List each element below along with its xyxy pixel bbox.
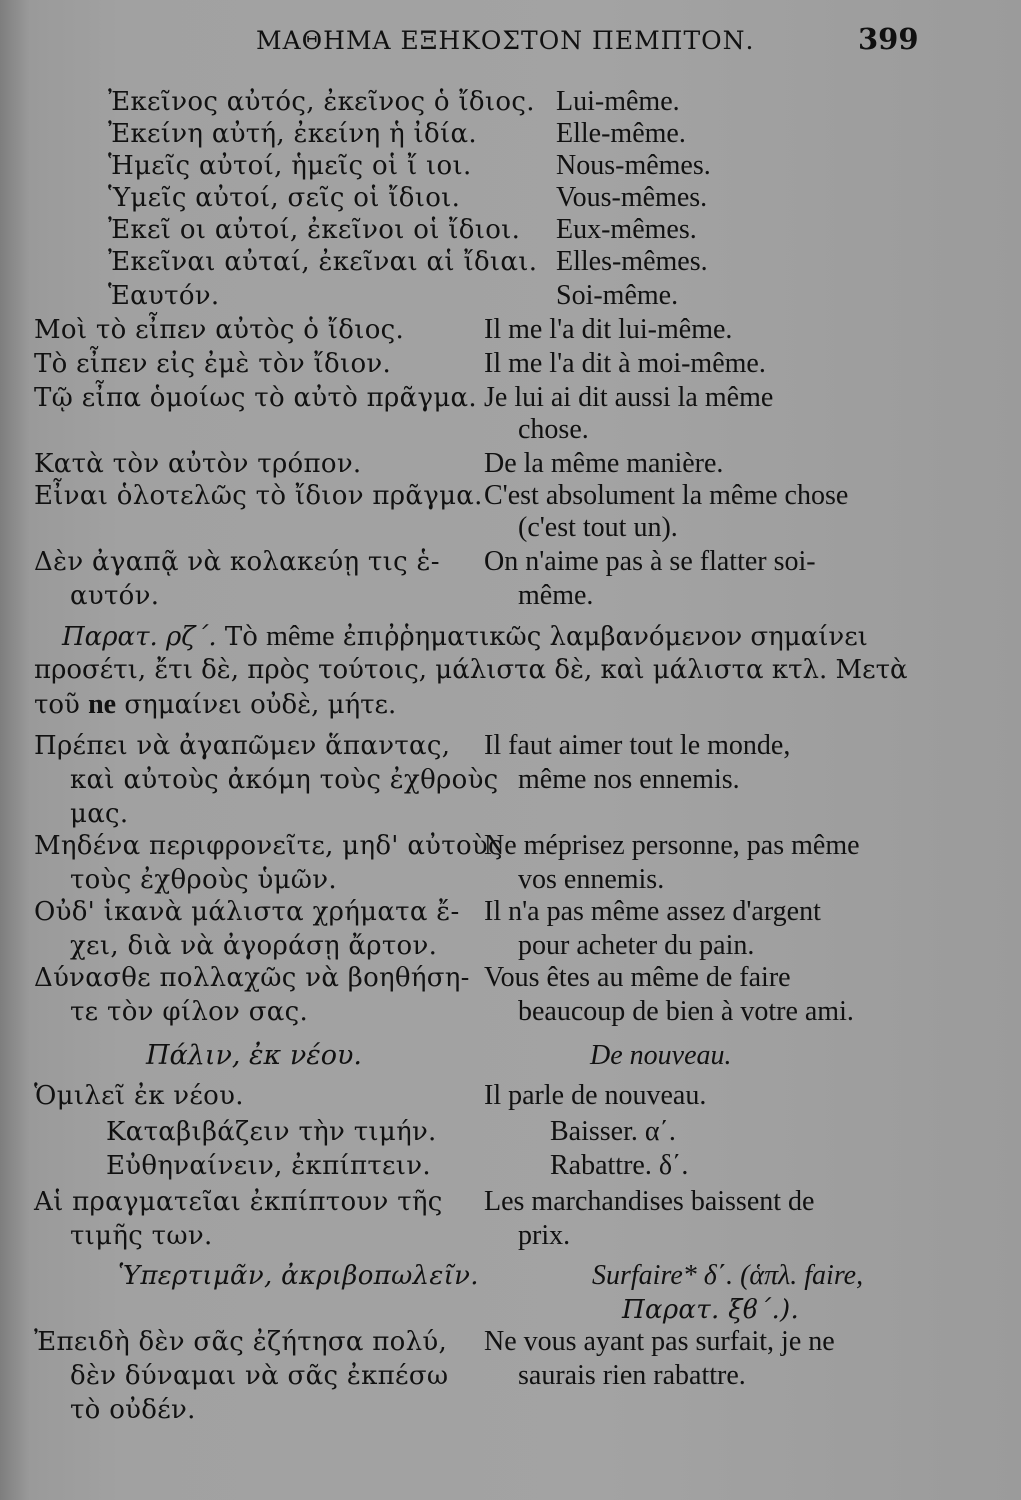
french-example-cont: même nos ennemis. bbox=[518, 764, 740, 795]
note-keyword: ne bbox=[88, 689, 117, 720]
running-title: ΜΑΘΗΜΑ ΕΞΗΚΟΣΤΟΝ ΠΕΜΠΤΟΝ. bbox=[256, 26, 755, 55]
greek-pronoun: Ἑαυτόν. bbox=[108, 281, 220, 311]
french-example-cont: beaucoup de bien à votre ami. bbox=[518, 996, 854, 1027]
greek-example-cont: χει, διὰ νὰ ἀγοράσῃ ἄρτον. bbox=[70, 931, 438, 961]
greek-vocab: Ὑπερτιμᾶν, ἀκριβοπωλεῖν. bbox=[118, 1261, 479, 1291]
french-vocab: Baisser. α΄. bbox=[550, 1116, 676, 1147]
greek-example-cont: τιμῆς των. bbox=[70, 1221, 213, 1251]
greek-example: Ὁμιλεῖ ἐκ νέου. bbox=[34, 1081, 244, 1111]
greek-example: Τὸ εἶπεν εἰς ἐμὲ τὸν ἴδιον. bbox=[34, 349, 392, 379]
greek-example: Αἱ πραγματεῖαι ἐκπίπτουν τῆς bbox=[34, 1187, 443, 1217]
greek-example-cont: δὲν δύναμαι νὰ σᾶς ἐκπέσω bbox=[70, 1361, 449, 1391]
french-pronoun: Soi-même. bbox=[556, 280, 679, 311]
greek-example-cont: αυτόν. bbox=[70, 581, 160, 611]
french-example-cont: chose. bbox=[518, 414, 589, 445]
greek-pronoun: Ἐκεῖ οι αὐτοί, ἐκεῖνοι οἱ ἴδιοι. bbox=[108, 215, 521, 245]
note-text: τοῦ bbox=[34, 690, 80, 720]
french-example: Ne méprisez personne, pas même bbox=[484, 830, 860, 861]
greek-example: Εἶναι ὁλοτελῶς τὸ ἴδιον πρᾶγμα. bbox=[34, 481, 483, 511]
french-example: Il parle de nouveau. bbox=[484, 1080, 707, 1111]
page-header bbox=[0, 22, 1021, 60]
french-example: Je lui ai dit aussi la même bbox=[484, 382, 774, 413]
grammar-note bbox=[62, 620, 912, 654]
greek-example: Ἐπειδὴ δὲν σᾶς ἐζήτησα πολύ, bbox=[34, 1327, 448, 1357]
note-text: σημαίνει οὐδὲ, μήτε. bbox=[124, 690, 397, 720]
greek-example-cont: τε τὸν φίλον σας. bbox=[70, 997, 309, 1027]
greek-pronoun: Ὑμεῖς αὐτοί, σεῖς οἱ ἴδιοι. bbox=[108, 183, 461, 213]
greek-pronoun: Ἐκεῖναι αὐταί, ἐκεῖναι αἱ ἴδιαι. bbox=[108, 247, 538, 277]
greek-example: Μηδένα περιφρονεῖτε, μηδ' αὐτοὺς bbox=[34, 831, 503, 861]
greek-example: Πρέπει νὰ ἀγαπῶμεν ἅπαντας, bbox=[34, 731, 451, 761]
greek-example: Τῷ εἶπα ὁμοίως τὸ αὐτὸ πρᾶγμα. bbox=[34, 383, 477, 413]
french-example-cont: (c'est tout un). bbox=[518, 512, 678, 543]
french-pronoun: Nous-mêmes. bbox=[556, 150, 711, 181]
greek-example: Δὲν ἀγαπᾷ νὰ κολακεύῃ τις ἑ- bbox=[34, 547, 440, 577]
cross-reference: Παρατ. ξϐ΄.). bbox=[622, 1295, 800, 1325]
french-example-cont: saurais rien rabattre. bbox=[518, 1360, 746, 1391]
french-pronoun: Vous-mêmes. bbox=[556, 182, 708, 213]
french-example: On n'aime pas à se flatter soi- bbox=[484, 546, 816, 577]
note-word: Τὸ bbox=[224, 622, 258, 652]
french-example-cont: même. bbox=[518, 580, 594, 611]
french-example: Il me l'a dit à moi-même. bbox=[484, 348, 766, 379]
french-pronoun: Elle-même. bbox=[556, 118, 686, 149]
french-example: C'est absolument la même chose bbox=[484, 480, 849, 511]
french-vocab: Surfaire* δ΄. (ἁπλ. faire, bbox=[592, 1260, 864, 1291]
greek-pronoun: Ἡμεῖς αὐτοί, ἡμεῖς οἱ ἴ ιοι. bbox=[108, 151, 472, 181]
section-heading-french: De nouveau. bbox=[590, 1040, 732, 1071]
french-example: De la même manière. bbox=[484, 448, 724, 479]
note-keyword: même bbox=[266, 621, 335, 652]
greek-example: Δύνασθε πολλαχῶς νὰ βοηθήση- bbox=[34, 963, 470, 993]
section-heading-greek: Πάλιν, ἐκ νέου. bbox=[146, 1040, 362, 1071]
greek-example-cont: τὸ οὐδέν. bbox=[70, 1395, 196, 1425]
french-example-cont: vos ennemis. bbox=[518, 864, 665, 895]
french-example: Vous êtes au même de faire bbox=[484, 962, 791, 993]
greek-vocab: Εὐθηναίνειν, ἐκπίπτειν. bbox=[106, 1151, 431, 1181]
greek-example-cont: τοὺς ἐχθροὺς ὑμῶν. bbox=[70, 865, 337, 895]
french-example: Ne vous ayant pas surfait, je ne bbox=[484, 1326, 835, 1357]
french-example: Il me l'a dit lui-même. bbox=[484, 314, 733, 345]
greek-example-cont: μας. bbox=[70, 799, 129, 829]
grammar-note-line bbox=[34, 688, 884, 722]
french-example-cont: prix. bbox=[518, 1220, 571, 1251]
greek-example: Κατὰ τὸν αὐτὸν τρόπον. bbox=[34, 449, 362, 479]
french-example-cont: pour acheter du pain. bbox=[518, 930, 755, 961]
greek-vocab: Καταβιβάζειν τὴν τιμήν. bbox=[106, 1117, 437, 1147]
greek-pronoun: Ἐκεῖνος αὐτός, ἐκεῖνος ὁ ἴδιος. bbox=[108, 87, 535, 117]
french-pronoun: Lui-même. bbox=[556, 86, 680, 117]
page-number: 399 bbox=[858, 22, 919, 56]
french-pronoun: Elles-mêmes. bbox=[556, 246, 708, 277]
french-example: Il n'a pas même assez d'argent bbox=[484, 896, 821, 927]
greek-example-cont: καὶ αὐτοὺς ἀκόμη τοὺς ἐχθροὺς bbox=[70, 765, 499, 795]
note-label: Παρατ. ρζ΄. bbox=[62, 622, 217, 652]
greek-pronoun: Ἐκείνη αὐτή, ἐκείνη ἡ ἰδία. bbox=[108, 119, 477, 149]
french-example: Les marchandises baissent de bbox=[484, 1186, 815, 1217]
note-text: ἐπιῤῥηματικῶς λαμβανόμενον σημαίνει bbox=[342, 622, 868, 652]
greek-example: Οὐδ' ἱκανὰ μάλιστα χρήματα ἔ- bbox=[34, 897, 460, 927]
french-vocab: Rabattre. δ΄. bbox=[550, 1150, 689, 1181]
french-example: Il faut aimer tout le monde, bbox=[484, 730, 791, 761]
grammar-note-line: προσέτι, ἔτι δὲ, πρὸς τούτοις, μάλιστα δὲ, καὶ μάλιστα κτλ. Μετὰ bbox=[34, 655, 908, 685]
greek-example: Μοὶ τὸ εἶπεν αὐτὸς ὁ ἴδιος. bbox=[34, 315, 405, 345]
french-pronoun: Eux-mêmes. bbox=[556, 214, 697, 245]
